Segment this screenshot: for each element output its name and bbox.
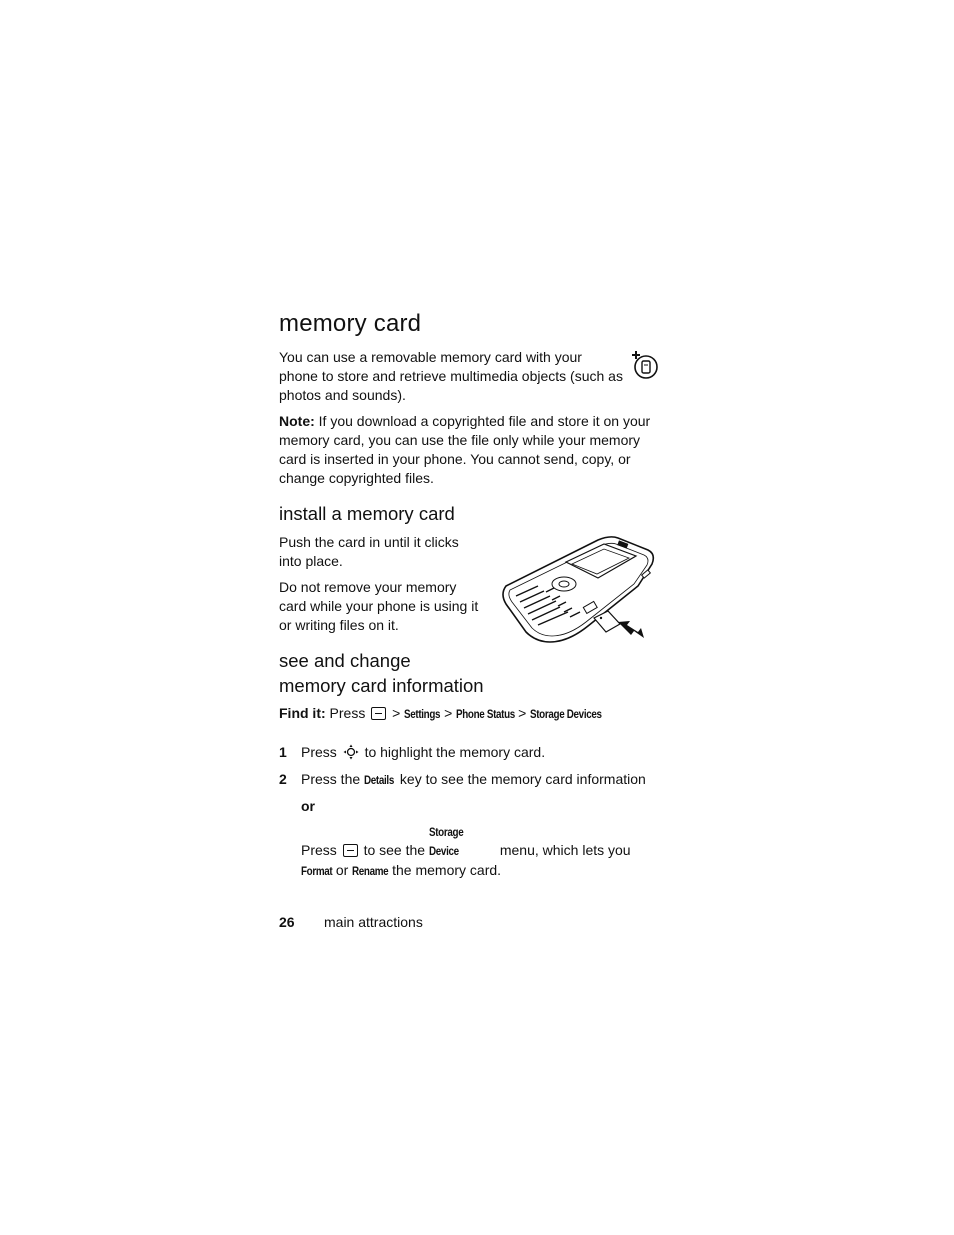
see-change-heading — [279, 648, 484, 698]
step-2-text — [301, 770, 646, 790]
note-paragraph — [279, 412, 657, 488]
note-label: Note: — [279, 413, 315, 429]
intro-paragraph: You can use a removable memory card with your phone to store and retrieve multimedia objects (such as photos and sounds). — [279, 349, 623, 403]
alt-mid: to see the — [359, 842, 429, 858]
path-storage-devices: Storage Devices — [530, 707, 602, 721]
step-2-post: key to see the memory card information — [396, 771, 646, 787]
step-1-pre: Press — [301, 744, 341, 760]
path-sep-2: > — [444, 705, 453, 721]
step-1-post: to highlight the memory card. — [360, 744, 546, 760]
step-1-number: 1 — [279, 744, 287, 760]
optional-accessory-icon — [631, 350, 659, 380]
alt-or: or — [332, 862, 353, 878]
menu-key-icon — [371, 707, 386, 720]
step-2-number: 2 — [279, 771, 287, 787]
alt-post1: menu, which lets you — [495, 842, 631, 858]
path-sep-1: > — [392, 705, 401, 721]
install-paragraph-1: Push the card in until it clicks into place. — [279, 534, 459, 569]
alt-text — [301, 823, 651, 881]
alt-format: Format — [301, 864, 333, 878]
or-label: or — [301, 798, 315, 814]
note-text: If you download a copyrighted file and store it on your memory card, you can use the file only while your memory card is inserted in your phone. You cannot send, copy, or change copyrighted files. — [279, 413, 651, 486]
phone-illustration — [498, 534, 658, 646]
alt-post2: the memory card. — [388, 862, 502, 878]
path-settings: Settings — [404, 707, 441, 721]
section-label: main attractions — [324, 914, 423, 930]
alt-pre: Press — [301, 842, 341, 858]
path-sep-3: > — [518, 705, 527, 721]
step-2-pre: Press the — [301, 771, 365, 787]
find-it-press: Press — [325, 705, 370, 721]
page-title: memory card — [279, 310, 422, 337]
install-paragraph-2: Do not remove your memory card while your phone is using it or writing files on it. — [279, 579, 479, 633]
alt-storage-device: Storage Device — [428, 825, 464, 858]
find-it-label: Find it: — [279, 705, 326, 721]
nav-key-icon — [343, 744, 359, 760]
install-heading: install a memory card — [279, 503, 455, 524]
path-phone-status: Phone Status — [456, 707, 516, 721]
see-change-heading-line1: see and change — [279, 650, 411, 671]
step-2-details: Details — [364, 773, 395, 787]
step-1-text — [301, 743, 545, 762]
alt-rename: Rename — [352, 864, 389, 878]
menu-key-icon-2 — [343, 844, 358, 857]
find-it-line — [279, 704, 679, 724]
see-change-heading-line2: memory card information — [279, 675, 484, 696]
page-number: 26 — [279, 914, 295, 930]
